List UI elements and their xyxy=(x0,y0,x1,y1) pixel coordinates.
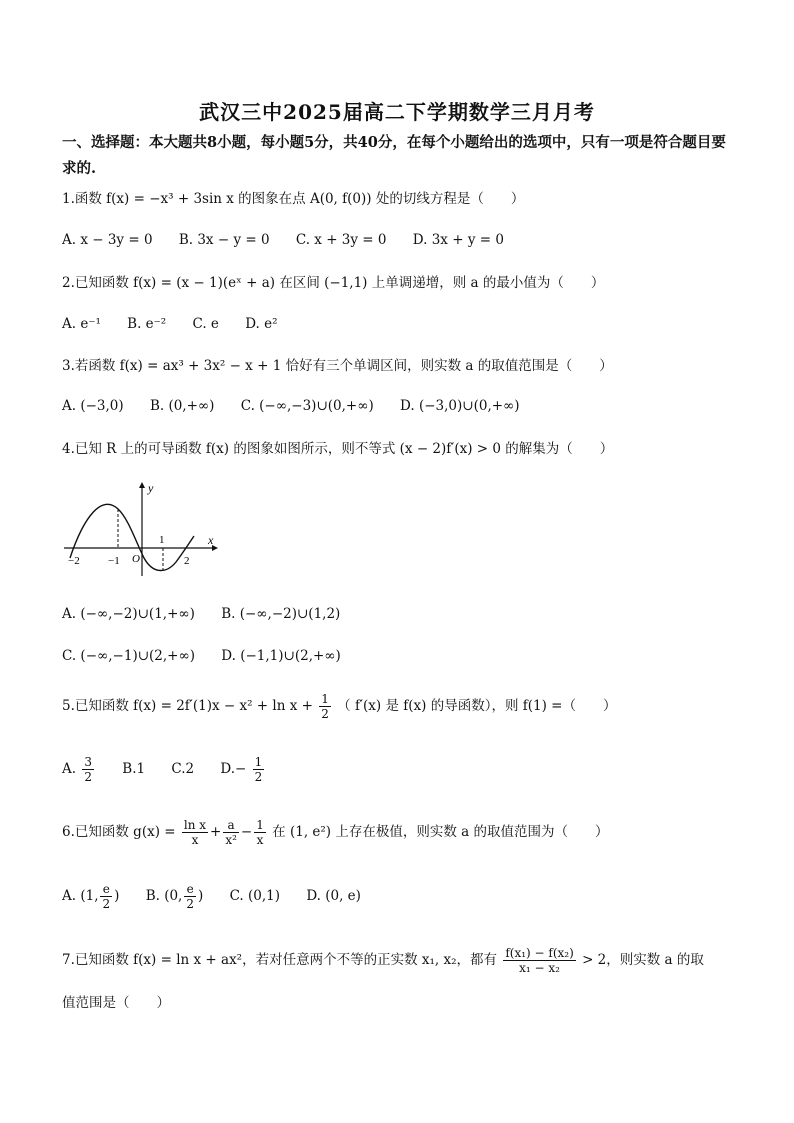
option-d: D. 3x + y = 0 xyxy=(412,232,504,248)
question-5 xyxy=(62,692,734,721)
option-a: A. (−∞,−2)∪(1,+∞) xyxy=(62,606,195,622)
option-b: B. (0,+∞) xyxy=(149,398,215,414)
fraction-difference-quotient: $\frac{\text{f(x₁) − f(x₂)}}{\text{x₁ − x₂}}$ xyxy=(505,946,574,975)
question-7-continued: 值范围是（ ） xyxy=(62,995,170,1011)
question-5-text-a: 5.已知函数 f(x) = 2f′(1)x − x² + ln x + xyxy=(62,698,313,714)
question-4: 4.已知 R 上的可导函数 f(x) 的图象如图所示，则不等式 (x − 2)f′(x) > 0 的解集为（ ） xyxy=(62,441,614,457)
option-d: D. e² xyxy=(245,316,278,332)
tick-minus-2: −2 xyxy=(68,555,80,567)
option-a: A. e⁻¹ xyxy=(62,316,101,332)
option-a: A. (−3,0) xyxy=(62,398,124,414)
option-a: A. $\frac{3}{2}$ xyxy=(62,755,92,784)
option-b: B. 3x − y = 0 xyxy=(178,232,270,248)
option-c: C. (−∞,−1)∪(2,+∞) xyxy=(62,648,195,664)
option-b: B. (0, $\frac{e}{2}$ ) xyxy=(145,882,204,911)
origin-label: O xyxy=(132,553,140,565)
question-6-options xyxy=(62,882,734,911)
section-heading: 一、选择题：本大题共8小题，每小题5分，共40分，在每个小题给出的选项中，只有一项是符合题目要求的. xyxy=(62,134,726,177)
question-2-options xyxy=(62,313,734,335)
option-b: B. e⁻² xyxy=(127,316,167,332)
fraction-one-half: $\frac{1}{2}$ xyxy=(321,692,329,721)
fraction-1-over-x: $\frac{1}{x}$ xyxy=(256,818,264,847)
tick-1: 1 xyxy=(159,534,165,546)
derivative-graph xyxy=(62,476,222,586)
y-label: y xyxy=(148,481,154,495)
question-4-options-row-2 xyxy=(62,645,734,667)
tick-minus-1: −1 xyxy=(108,555,120,567)
option-a: A. x − 3y = 0 xyxy=(62,232,153,248)
question-2: 2.已知函数 f(x) = (x − 1)(eˣ + a) 在区间 (−1,1) 上单调递增，则 a 的最小值为（ ） xyxy=(62,275,605,291)
option-b: B. (−∞,−2)∪(1,2) xyxy=(221,606,341,622)
option-b: B.1 xyxy=(122,761,146,777)
question-1: 1.函数 f(x) = −x³ + 3sin x 的图象在点 A(0, f(0)) 处的切线方程是（ ） xyxy=(62,191,525,207)
question-5-text-b: （ f′(x) 是 f(x) 的导函数），则 f(1) =（ ） xyxy=(337,698,617,714)
option-c: C. x + 3y = 0 xyxy=(295,232,387,248)
option-c: C. (0,1) xyxy=(229,888,281,904)
question-6: 6.已知函数 g(x) = $\frac{\text{ln x}}{x}$ + $\frac{a}{\text{x²}}$ − $\frac{1}{x}$ 在 (1, e²) 上存在极值，则实数 a 的取值范围为（ ） xyxy=(62,818,609,847)
question-7: 7.已知函数 f(x) = ln x + ax²，若对任意两个不等的正实数 x₁, x₂，都有 $\frac{\text{f(x₁) − f(x₂)}}{\text{x₁ − x₂}}$ > 2，则实数 a 的取 xyxy=(62,946,704,975)
question-1-options xyxy=(62,229,734,251)
question-4-options-row-1 xyxy=(62,603,734,625)
y-axis-arrow-icon xyxy=(139,482,145,488)
question-3: 3.若函数 f(x) = ax³ + 3x² − x + 1 恰好有三个单调区间，则实数 a 的取值范围是（ ） xyxy=(62,358,613,374)
option-c: C. (−∞,−3)∪(0,+∞) xyxy=(240,398,374,414)
x-label: x xyxy=(208,533,214,547)
option-d: D.− $\frac{1}{2}$ xyxy=(220,755,263,784)
fraction-lnx-over-x: $\frac{\text{ln x}}{x}$ xyxy=(183,818,207,847)
option-c: C.2 xyxy=(171,761,195,777)
fraction-a-over-x2: $\frac{a}{\text{x²}}$ xyxy=(225,818,237,847)
option-d: D. (−1,1)∪(2,+∞) xyxy=(221,648,341,664)
option-a: A. (1, $\frac{e}{2}$ ) xyxy=(62,882,120,911)
option-d: D. (−3,0)∪(0,+∞) xyxy=(400,398,520,414)
page-title: 武汉三中2025届高二下学期数学三月月考 xyxy=(199,100,595,124)
tick-2: 2 xyxy=(184,555,190,567)
option-c: C. e xyxy=(192,316,219,332)
option-d: D. (0, e) xyxy=(306,888,361,904)
question-3-options xyxy=(62,395,734,417)
question-5-options xyxy=(62,755,734,784)
